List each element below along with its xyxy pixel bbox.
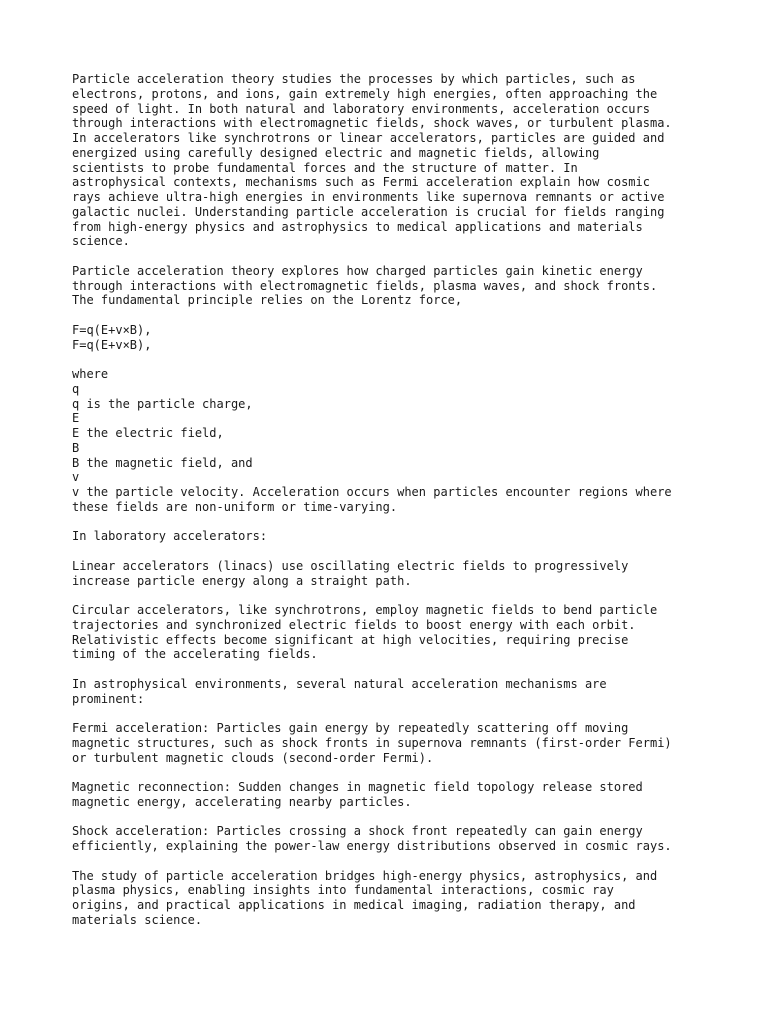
fermi-acceleration-paragraph: Fermi acceleration: Particles gain energy by repeatedly scattering off moving magnetic structures, such as shock fronts in supernova remnants (first-order Fermi) or turbulent magnetic clouds (second-order Fermi).: [72, 721, 672, 765]
conclusion-paragraph: The study of particle acceleration bridges high-energy physics, astrophysics, and plasma physics, enabling insights into fundamental interactions, cosmic ray origins, and practical applications in medical imaging, radiation therapy, and materials science.: [72, 868, 658, 927]
linac-paragraph: Linear accelerators (linacs) use oscillating electric fields to progressively increase particle energy along a straight path.: [72, 558, 629, 588]
circular-accelerators-paragraph: Circular accelerators, like synchrotrons, employ magnetic fields to bend particle trajectories and synchronized electric fields to boost energy with each orbit. Relativistic effects become significant at high velocities, requiring precise timing of the accelerating fields.: [72, 603, 658, 662]
lorentz-intro-paragraph: Particle acceleration theory explores how charged particles gain kinetic energy through interactions with electromagnetic fields, plasma waves, and shock fronts. The fundamental principle relies on the Lorentz force,: [72, 263, 658, 308]
document-page: [72, 72, 712, 942]
variable-definitions: where q q is the particle charge, E E the electric field, B B the magnetic field, and v v the particle velocity. Acceleration occurs when particles encounter regions where these fields are non-uniform or time-varying.: [72, 367, 672, 514]
lab-accelerators-heading: In laboratory accelerators:: [72, 529, 268, 544]
lorentz-equation: F=q(E+v×B), F=q(E+v×B),: [72, 322, 152, 352]
magnetic-reconnection-paragraph: Magnetic reconnection: Sudden changes in magnetic field topology release stored magnetic energy, accelerating nearby particles.: [72, 780, 643, 809]
shock-acceleration-paragraph: Shock acceleration: Particles crossing a shock front repeatedly can gain energy efficiently, explaining the power-law energy distributions observed in cosmic rays.: [72, 824, 672, 853]
astrophysical-heading: In astrophysical environments, several natural acceleration mechanisms are prominent:: [72, 676, 607, 706]
intro-paragraph: Particle acceleration theory studies the processes by which particles, such as electrons, protons, and ions, gain extremely high energies, often approaching the speed of light. In both natural and laboratory environments, acceleration occurs through interactions with electromagnetic fields, shock waves, or turbulent plasma. In accelerators like synchrotrons or linear accelerators, particles are guided and energized using carefully designed electric and magnetic fields, allowing scientists to probe fundamental forces and the structure of matter. In astrophysical contexts, mechanisms such as Fermi acceleration explain how cosmic rays achieve ultra-high energies in environments like supernova remnants or active galactic nuclei. Understanding particle acceleration is crucial for fields ranging from high-energy physics and astrophysics to medical applications and materials science.: [72, 72, 672, 249]
